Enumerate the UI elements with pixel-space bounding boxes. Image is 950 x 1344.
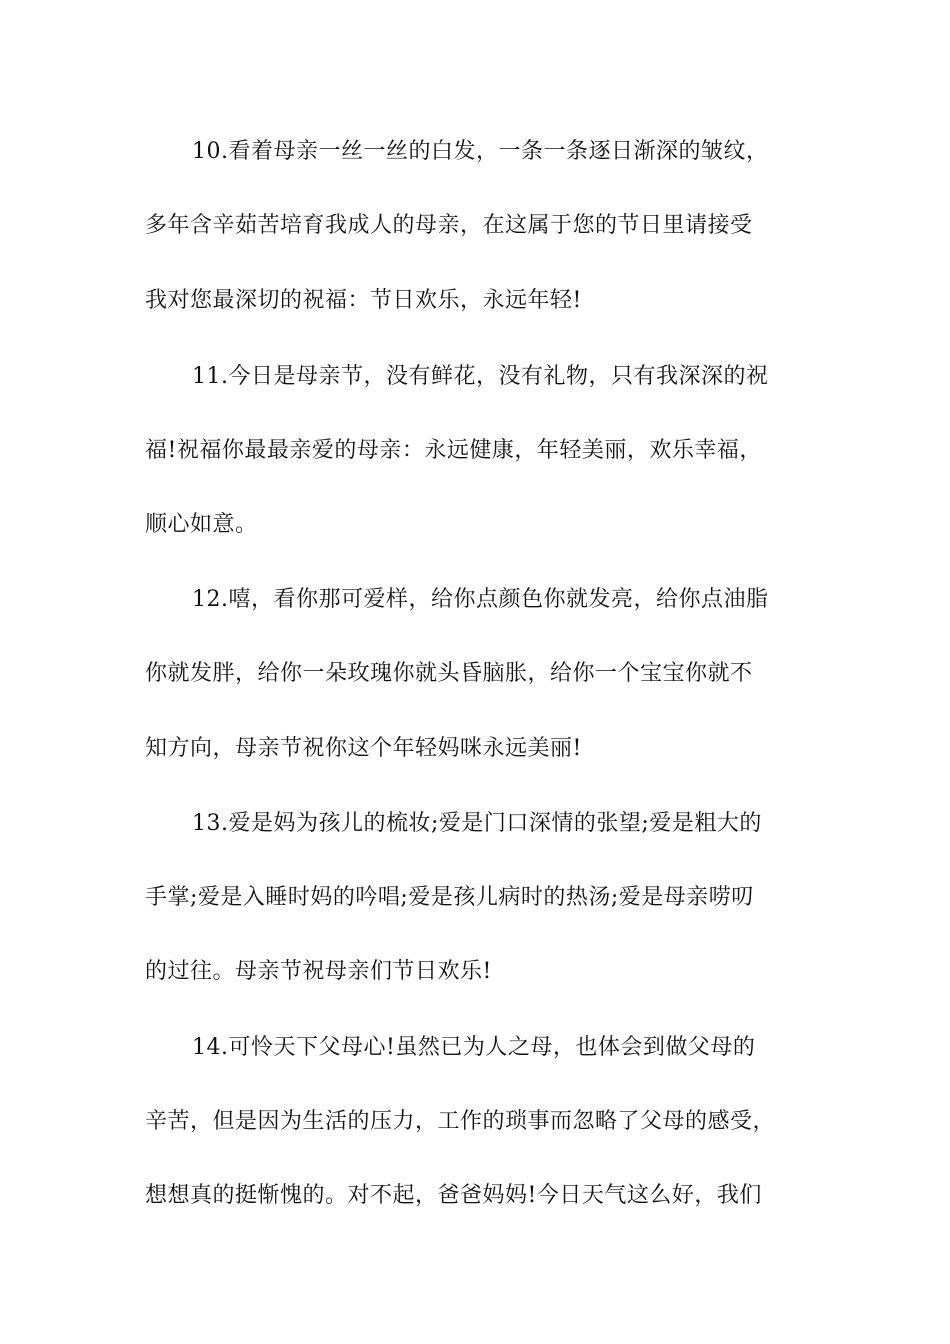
paragraph-14-line-1: 14.可怜天下父母心!虽然已为人之母，也体会到做父母的	[192, 1035, 756, 1060]
paragraph-10-line-3: 我对您最深切的祝福：节日欢乐，永远年轻!	[145, 288, 582, 313]
paragraph-11-line-2: 福!祝福你最最亲爱的母亲：永远健康，年轻美丽，欢乐幸福，	[145, 438, 762, 463]
paragraph-12-line-2: 你就发胖，给你一朵玫瑰你就头昏脑胀，给你一个宝宝你就不	[145, 661, 753, 686]
paragraph-13-line-1: 13.爱是妈为孩儿的梳妆;爱是门口深情的张望;爱是粗大的	[192, 811, 762, 836]
paragraph-10-line-1: 10.看着母亲一丝一丝的白发，一条一条逐日渐深的皱纹，	[192, 139, 769, 164]
paragraph-14-line-3: 想想真的挺惭愧的。对不起，爸爸妈妈!今日天气这么好，我们	[145, 1183, 762, 1208]
paragraph-13-line-2: 手掌;爱是入睡时妈的吟唱;爱是孩儿病时的热汤;爱是母亲唠叨	[145, 885, 754, 910]
paragraph-12-line-3: 知方向，母亲节祝你这个年轻妈咪永远美丽!	[145, 736, 582, 761]
paragraph-10-line-2: 多年含辛茹苦培育我成人的母亲，在这属于您的节日里请接受	[145, 213, 753, 238]
paragraph-13-line-3: 的过往。母亲节祝母亲们节日欢乐!	[145, 959, 492, 984]
paragraph-11-line-1: 11.今日是母亲节，没有鲜花，没有礼物，只有我深深的祝	[192, 364, 769, 389]
paragraph-14-line-2: 辛苦，但是因为生活的压力，工作的琐事而忽略了父母的感受，	[145, 1109, 776, 1134]
paragraph-11-line-3: 顺心如意。	[145, 512, 258, 537]
paragraph-12-line-1: 12.嘻，看你那可爱样，给你点颜色你就发亮，给你点油脂	[192, 587, 769, 612]
